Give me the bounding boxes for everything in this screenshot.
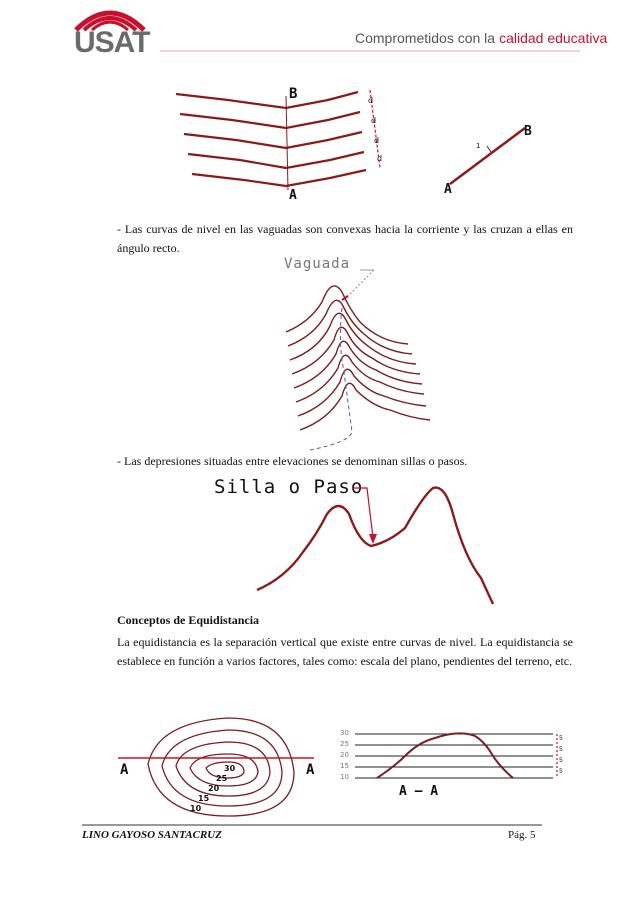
slope-mark: 1 — [476, 142, 481, 150]
spacing-d-1: d — [368, 96, 374, 105]
contour-label-25: 25 — [216, 774, 228, 783]
label-b-top: B — [289, 86, 298, 102]
interval-mark-2: 5 — [559, 746, 563, 753]
profile-diagram — [335, 728, 565, 788]
side-label-b: B — [524, 124, 532, 139]
logo-text: USAT — [74, 26, 150, 59]
contour-label-20: 20 — [208, 784, 220, 793]
silla-label: Silla o Paso — [214, 476, 364, 498]
profile-axis-15: 15 — [340, 762, 349, 770]
map-label-a-right: A — [306, 762, 315, 778]
label-a-bottom: A — [289, 188, 297, 203]
profile-axis-30: 30 — [340, 729, 349, 737]
spacing-d-4: d — [377, 154, 383, 163]
contour-label-15: 15 — [198, 794, 210, 803]
spacing-d-3: d — [374, 136, 380, 145]
footer-page: Pág. 5 — [508, 829, 536, 841]
side-label-a: A — [444, 182, 452, 197]
interval-mark-4: 5 — [559, 768, 563, 775]
slogan-accent: calidad educativa — [499, 30, 608, 46]
contour-label-10: 10 — [190, 804, 202, 813]
bullet-vaguadas: - Las curvas de nivel en las vaguadas son convexas hacia la corriente y las cruzan a ellas en ángulo recto. — [117, 222, 573, 255]
interval-mark-3: 5 — [559, 757, 563, 764]
section-body: La equidistancia es la separación vertical que existe entre curvas de nivel. La equidistancia se establece en función a varios factores, tales como: escala del plano, pendientes del terreno, etc. — [117, 635, 573, 668]
bullet-sillas: - Las depresiones situadas entre elevaciones se denominan sillas o pasos. — [117, 454, 468, 468]
slogan-main: Comprometidos con la — [355, 30, 496, 46]
silla-profile-diagram — [255, 478, 515, 608]
profile-label: A – A — [399, 784, 439, 799]
footer-divider — [82, 824, 542, 826]
profile-axis-25: 25 — [340, 740, 349, 748]
vaguada-diagram — [280, 262, 460, 452]
spacing-d-2: d — [371, 116, 377, 125]
contour-spacing-diagram — [168, 82, 428, 202]
map-label-a-left: A — [120, 762, 129, 778]
vaguada-label: Vaguada — [284, 256, 351, 272]
contour-map-diagram — [118, 712, 318, 822]
header-divider — [160, 50, 580, 52]
profile-axis-10: 10 — [340, 773, 349, 781]
footer-author: LINO GAYOSO SANTACRUZ — [82, 829, 222, 841]
interval-mark-1: 5 — [559, 735, 563, 742]
section-heading: Conceptos de Equidistancia — [117, 613, 260, 627]
contour-label-30: 30 — [224, 764, 236, 773]
header-slogan — [355, 30, 607, 48]
profile-axis-20: 20 — [340, 751, 349, 759]
